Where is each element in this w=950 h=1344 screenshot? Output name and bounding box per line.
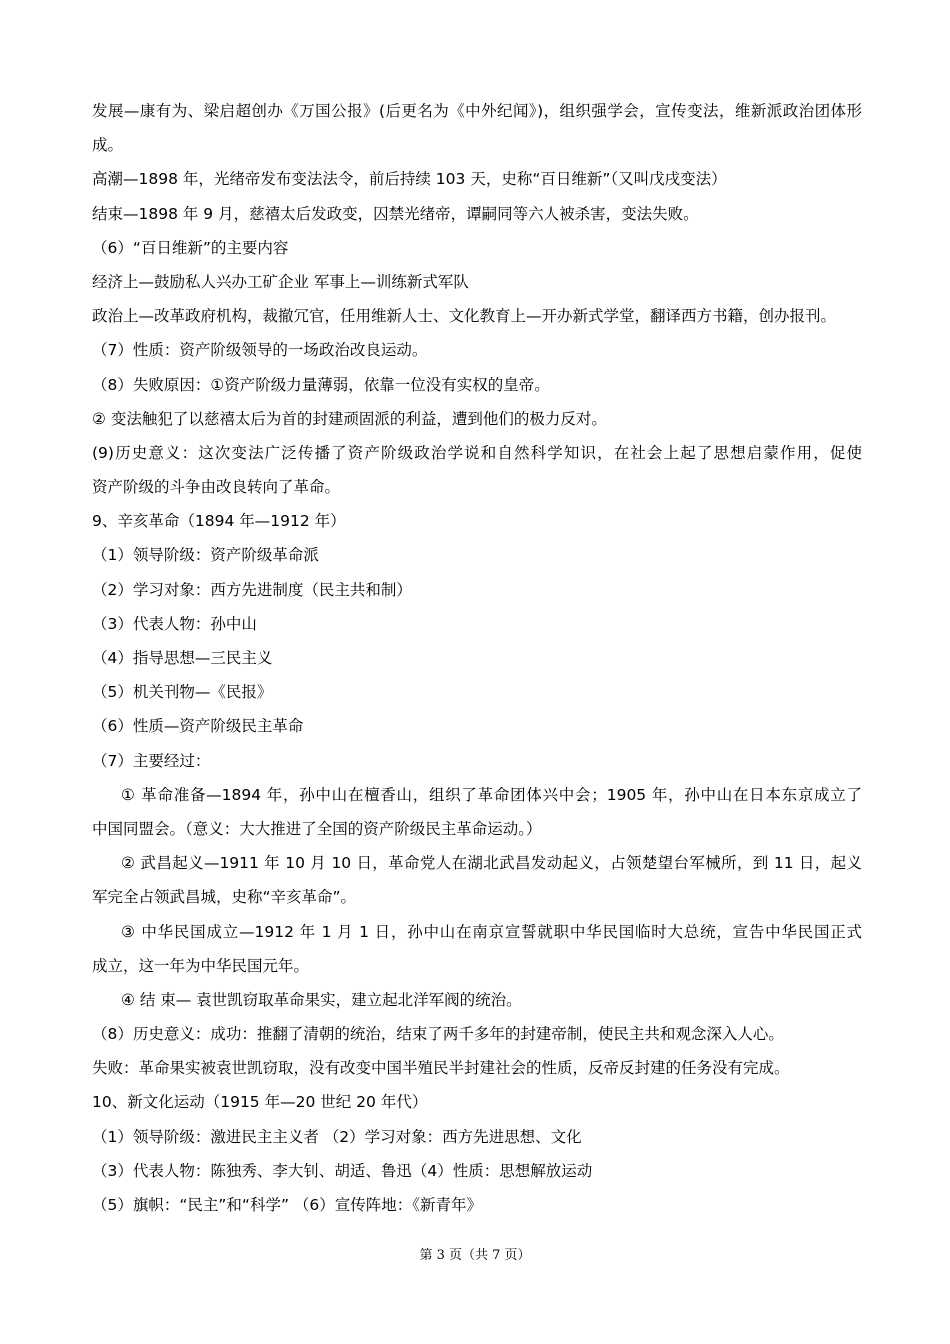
text-line: ④ 结 束— 袁世凯窃取革命果实，建立起北洋军阀的统治。 [121,990,522,1009]
text-line: 成立，这一年为中华民国元年。 [92,956,310,975]
text-line: （6）“百日维新”的主要内容 [92,238,289,257]
text-line: 中国同盟会。（意义：大大推进了全国的资产阶级民主革命运动。） [92,819,542,838]
text-line: 成。 [92,136,124,155]
text-line: （1）领导阶级：资产阶级革命派 [92,546,319,565]
text-line: （8）历史意义：成功：推翻了清朝的统治，结束了两千多年的封建帝制，使民主共和观念深入人心。 [92,1025,784,1044]
document-body [92,94,862,1222]
text-line: 经济上—鼓励私人兴办工矿企业 军事上—训练新式军队 [92,272,469,291]
text-line: 军完全占领武昌城，史称“辛亥革命”。 [92,888,357,907]
text-line: 结束—1898 年 9 月，慈禧太后发政变，囚禁光绪帝，谭嗣同等六人被杀害，变法失败。 [92,204,699,223]
text-line: （5）机关刊物—《民报》 [92,683,273,702]
text-line: ③ 中华民国成立—1912 年 1 月 1 日，孙中山在南京宣誓就职中华民国临时大总统，宣告中华民国正式 [121,922,862,941]
page-footer: 第 3 页（共 7 页） [419,1248,531,1263]
text-line: （3）代表人物：孙中山 [92,614,257,633]
text-line: (9)历史意义：这次变法广泛传播了资产阶级政治学说和自然科学知识，在社会上起了思想启蒙作用，促使 [92,443,862,462]
text-line: ② 武昌起义—1911 年 10 月 10 日，革命党人在湖北武昌发动起义，占领楚望台军械所，到 11 日，起义 [121,854,862,873]
text-line: 发展—康有为、梁启超创办《万国公报》(后更名为《中外纪闻》)，组织强学会，宣传变法，维新派政治团体形 [92,102,862,120]
text-line: （5）旗帜：“民主”和“科学” （6）宣传阵地：《新青年》 [92,1196,483,1214]
text-line: 政治上—改革政府机构，裁撤冗官，任用维新人士、文化教育上—开办新式学堂，翻译西方书籍，创办报刊。 [92,307,837,326]
text-line: ② 变法触犯了以慈禧太后为首的封建顽固派的利益，遭到他们的极力反对。 [92,409,607,428]
text-line: （7）性质：资产阶级领导的一场政治改良运动。 [92,341,428,360]
text-line: 资产阶级的斗争由改良转向了革命。 [92,478,341,497]
text-line: 9、辛亥革命（1894 年—1912 年） [92,512,346,531]
text-line: （6）性质—资产阶级民主革命 [92,717,304,736]
text-line: （7）主要经过： [92,751,211,770]
text-line: （1）领导阶级：激进民主主义者 （2）学习对象：西方先进思想、文化 [92,1127,582,1146]
text-line: （2）学习对象：西方先进制度（民主共和制） [92,580,412,599]
text-line: （8）失败原因：①资产阶级力量薄弱，依靠一位没有实权的皇帝。 [92,375,550,394]
text-line: 高潮—1898 年，光绪帝发布变法法令，前后持续 103 天，史称“百日维新”（又叫戊戌变法） [92,170,727,189]
text-line: （3）代表人物：陈独秀、李大钊、胡适、鲁迅（4）性质：思想解放运动 [92,1161,593,1180]
text-line: ① 革命准备—1894 年，孙中山在檀香山，组织了革命团体兴中会；1905 年，孙中山在日本东京成立了 [121,785,862,804]
text-line: （4）指导思想—三民主义 [92,649,273,667]
text-line: 10、新文化运动（1915 年—20 世纪 20 年代） [92,1093,428,1112]
text-line: 失败：革命果实被袁世凯窃取，没有改变中国半殖民半封建社会的性质，反帝反封建的任务没有完成。 [92,1059,790,1078]
